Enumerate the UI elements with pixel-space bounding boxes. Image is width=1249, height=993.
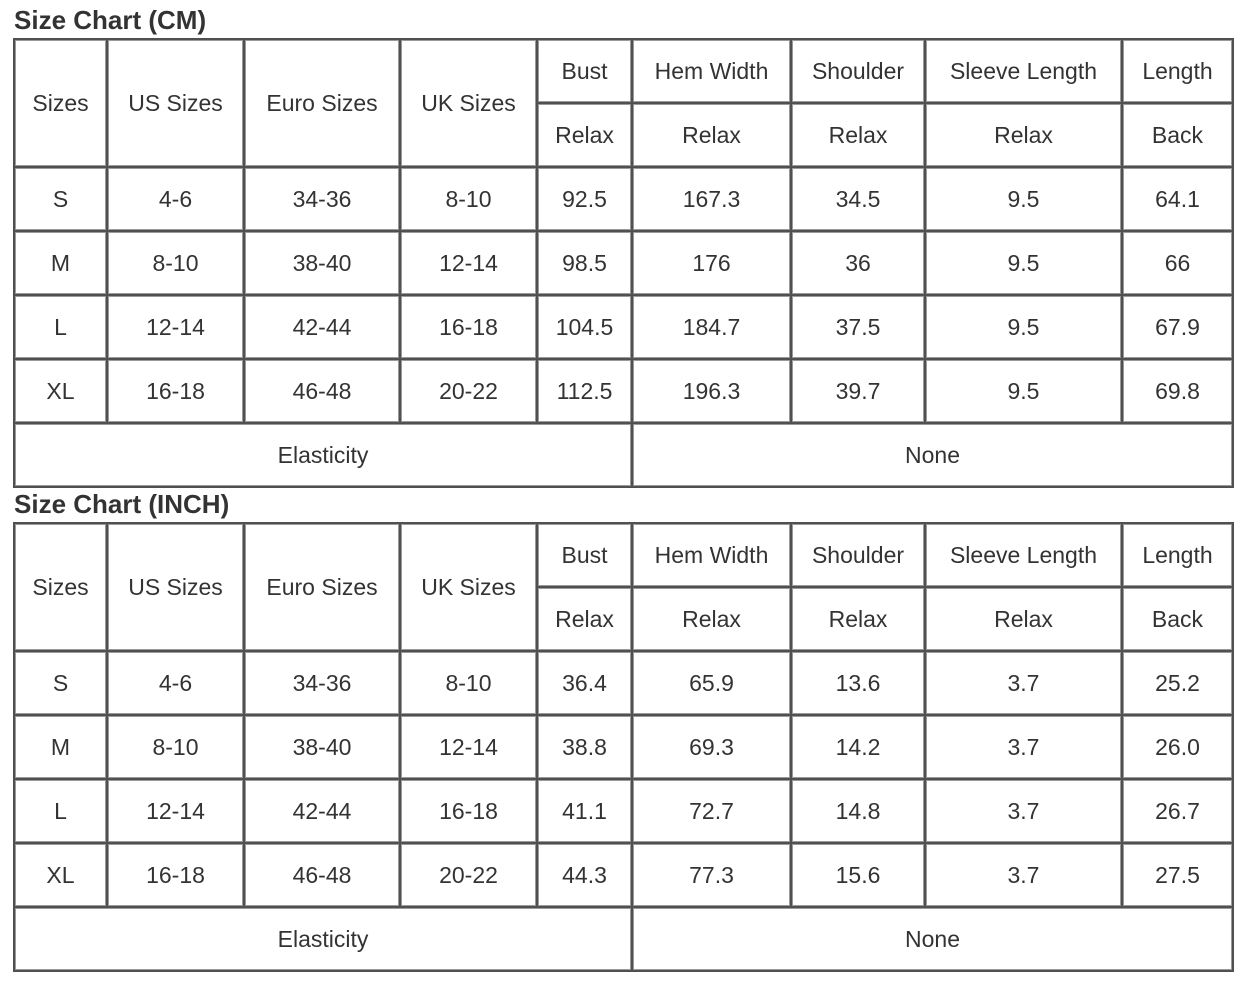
cell-size: XL [15,360,108,424]
elasticity-label: Elasticity [15,424,633,488]
cell-hem-width: 184.7 [633,296,792,360]
cell-uk-size: 16-18 [401,780,538,844]
cell-sleeve-length: 9.5 [926,232,1123,296]
cell-hem-width: 176 [633,232,792,296]
subheader-sleeve-length-fit: Relax [926,104,1123,168]
cell-bust: 92.5 [538,168,633,232]
table-row [15,716,1234,780]
cell-euro-size: 42-44 [245,780,401,844]
table-row [15,652,1234,716]
cell-euro-size: 46-48 [245,360,401,424]
cell-uk-size: 12-14 [401,716,538,780]
header-sleeve-length: Sleeve Length [926,40,1123,104]
table-row [15,360,1234,424]
cell-euro-size: 42-44 [245,296,401,360]
table-row [15,844,1234,908]
header-uk-sizes: UK Sizes [401,524,538,652]
header-euro-sizes: Euro Sizes [245,40,401,168]
cell-shoulder: 14.8 [792,780,926,844]
cell-sleeve-length: 3.7 [926,652,1123,716]
cell-size: M [15,716,108,780]
cell-length: 66 [1123,232,1234,296]
cell-shoulder: 34.5 [792,168,926,232]
cell-euro-size: 34-36 [245,168,401,232]
subheader-length-fit: Back [1123,104,1234,168]
cell-us-size: 12-14 [108,780,245,844]
cell-uk-size: 20-22 [401,844,538,908]
subheader-hem-width-fit: Relax [633,588,792,652]
cell-us-size: 16-18 [108,360,245,424]
subheader-hem-width-fit: Relax [633,104,792,168]
subheader-shoulder-fit: Relax [792,588,926,652]
cell-hem-width: 77.3 [633,844,792,908]
subheader-shoulder-fit: Relax [792,104,926,168]
header-hem-width: Hem Width [633,524,792,588]
size-chart-cm-table [13,38,1234,488]
cell-us-size: 8-10 [108,716,245,780]
cell-length: 26.0 [1123,716,1234,780]
cell-length: 25.2 [1123,652,1234,716]
table-row [15,168,1234,232]
cell-uk-size: 20-22 [401,360,538,424]
header-length: Length [1123,40,1234,104]
cell-bust: 104.5 [538,296,633,360]
cell-shoulder: 39.7 [792,360,926,424]
header-us-sizes: US Sizes [108,524,245,652]
header-uk-sizes: UK Sizes [401,40,538,168]
cell-length: 64.1 [1123,168,1234,232]
cell-sleeve-length: 3.7 [926,716,1123,780]
header-hem-width: Hem Width [633,40,792,104]
cell-length: 27.5 [1123,844,1234,908]
elasticity-row [15,424,1234,488]
cell-hem-width: 65.9 [633,652,792,716]
cell-uk-size: 8-10 [401,652,538,716]
cell-shoulder: 13.6 [792,652,926,716]
table-row [15,296,1234,360]
cell-length: 67.9 [1123,296,1234,360]
header-sizes: Sizes [15,40,108,168]
cell-bust: 38.8 [538,716,633,780]
table-header-row [15,40,1234,104]
cell-size: XL [15,844,108,908]
subheader-length-fit: Back [1123,588,1234,652]
subheader-bust-fit: Relax [538,588,633,652]
header-length: Length [1123,524,1234,588]
cell-bust: 98.5 [538,232,633,296]
subheader-sleeve-length-fit: Relax [926,588,1123,652]
cell-size: L [15,780,108,844]
cell-us-size: 16-18 [108,844,245,908]
elasticity-value: None [633,424,1234,488]
header-bust: Bust [538,524,633,588]
cell-shoulder: 14.2 [792,716,926,780]
cell-sleeve-length: 3.7 [926,844,1123,908]
cell-size: L [15,296,108,360]
cell-bust: 112.5 [538,360,633,424]
cell-sleeve-length: 9.5 [926,168,1123,232]
table-row [15,780,1234,844]
cell-bust: 36.4 [538,652,633,716]
cell-hem-width: 196.3 [633,360,792,424]
cell-length: 26.7 [1123,780,1234,844]
cell-sleeve-length: 9.5 [926,360,1123,424]
cell-uk-size: 8-10 [401,168,538,232]
cell-euro-size: 46-48 [245,844,401,908]
header-us-sizes: US Sizes [108,40,245,168]
header-sleeve-length: Sleeve Length [926,524,1123,588]
subheader-bust-fit: Relax [538,104,633,168]
cell-size: M [15,232,108,296]
elasticity-label: Elasticity [15,908,633,972]
cell-euro-size: 38-40 [245,232,401,296]
header-shoulder: Shoulder [792,524,926,588]
cell-bust: 44.3 [538,844,633,908]
cell-length: 69.8 [1123,360,1234,424]
cell-us-size: 4-6 [108,168,245,232]
size-chart-cm-title: Size Chart (CM) [14,5,207,35]
cell-uk-size: 16-18 [401,296,538,360]
header-euro-sizes: Euro Sizes [245,524,401,652]
cell-bust: 41.1 [538,780,633,844]
cell-hem-width: 72.7 [633,780,792,844]
cell-hem-width: 69.3 [633,716,792,780]
cell-size: S [15,652,108,716]
table-row [15,232,1234,296]
cell-size: S [15,168,108,232]
cell-euro-size: 38-40 [245,716,401,780]
cell-uk-size: 12-14 [401,232,538,296]
cell-us-size: 8-10 [108,232,245,296]
table-header-row [15,524,1234,588]
header-shoulder: Shoulder [792,40,926,104]
size-chart-inch-title: Size Chart (INCH) [14,489,230,519]
header-sizes: Sizes [15,524,108,652]
size-chart-inch-table [13,522,1234,972]
cell-sleeve-length: 3.7 [926,780,1123,844]
cell-hem-width: 167.3 [633,168,792,232]
cell-us-size: 4-6 [108,652,245,716]
cell-shoulder: 15.6 [792,844,926,908]
cell-shoulder: 36 [792,232,926,296]
elasticity-value: None [633,908,1234,972]
header-bust: Bust [538,40,633,104]
cell-us-size: 12-14 [108,296,245,360]
elasticity-row [15,908,1234,972]
cell-sleeve-length: 9.5 [926,296,1123,360]
cell-shoulder: 37.5 [792,296,926,360]
cell-euro-size: 34-36 [245,652,401,716]
